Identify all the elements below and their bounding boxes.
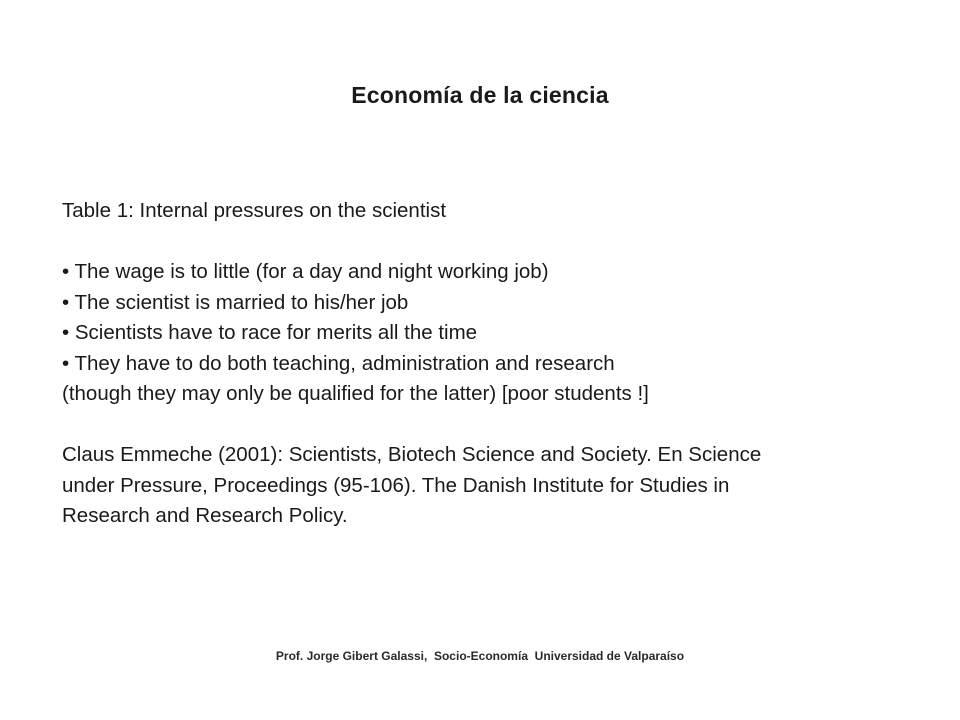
bullet-item: • They have to do both teaching, administration and research — [62, 351, 615, 375]
slide-title: Economía de la ciencia — [351, 82, 609, 108]
bullet-item: • Scientists have to race for merits all the time — [62, 321, 478, 344]
spacer — [62, 410, 902, 441]
citation-line: Research and Research Policy. — [62, 504, 348, 527]
table-heading: Table 1: Internal pressures on the scientist — [62, 199, 447, 222]
citation — [62, 440, 902, 532]
slide-body — [62, 196, 902, 532]
citation-line: Claus Emmeche (2001): Scientists, Biotech Science and Society. En Science — [62, 443, 762, 466]
bullet-item: • The wage is to little (for a day and night working job) — [62, 260, 549, 283]
citation-line: under Pressure, Proceedings (95-106). The Danish Institute for Studies in — [62, 473, 730, 497]
bullet-continuation: (though they may only be qualified for the latter) [poor students !] — [62, 382, 649, 405]
slide-footer: Prof. Jorge Gibert Galassi, Socio-Economía Universidad de Valparaíso — [275, 649, 685, 663]
bullet-item: • The scientist is married to his/her job — [62, 290, 409, 314]
spacer — [62, 227, 902, 258]
